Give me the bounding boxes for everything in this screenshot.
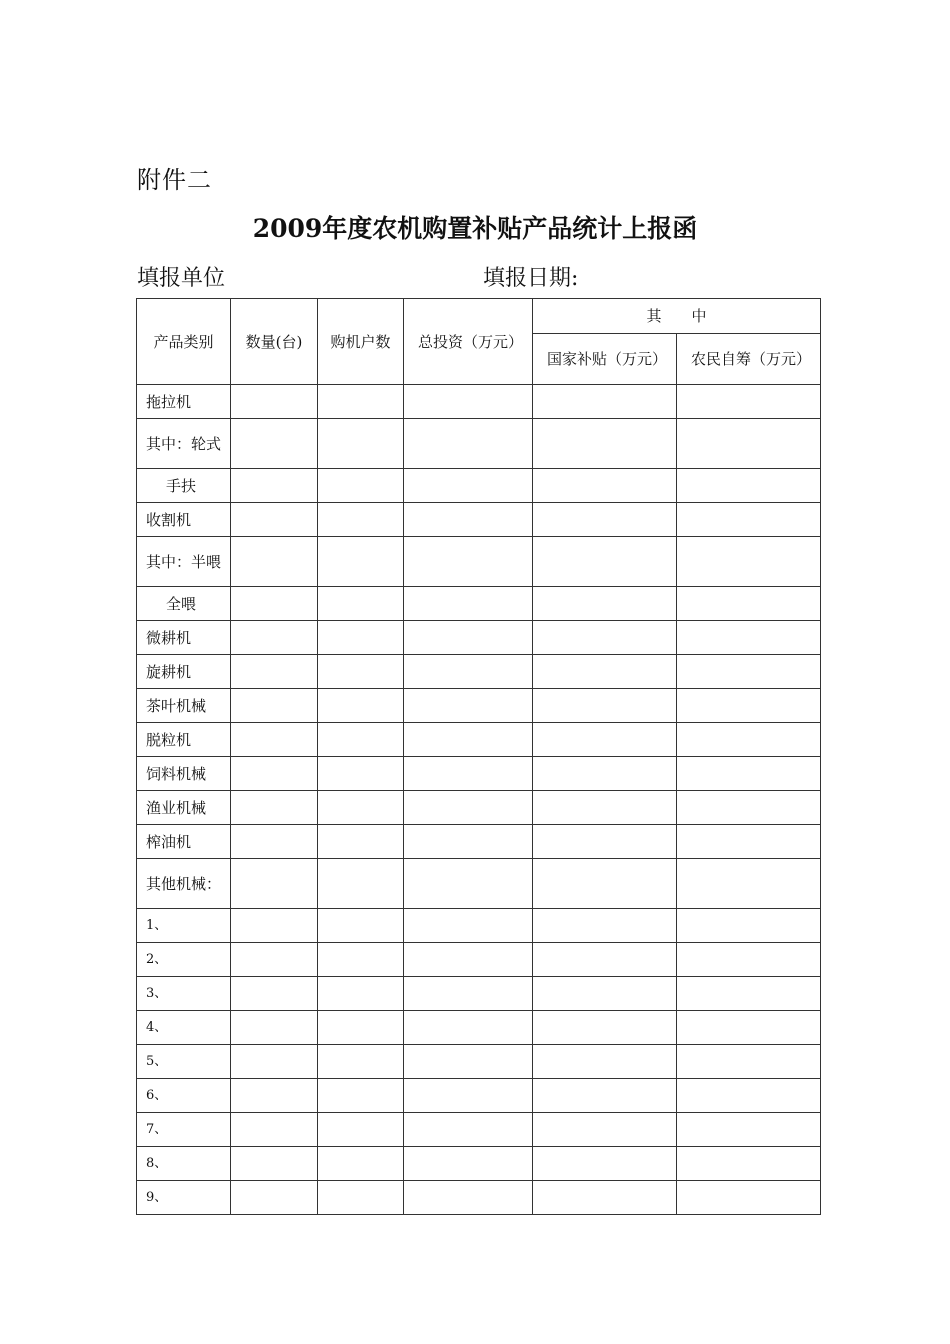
state-subsidy-cell[interactable] bbox=[533, 909, 677, 943]
row-category-label: 拖拉机 bbox=[137, 385, 231, 419]
table-row bbox=[137, 503, 821, 537]
quantity-cell[interactable] bbox=[231, 419, 318, 469]
state-subsidy-cell[interactable] bbox=[533, 621, 677, 655]
farmer-self-funded-cell[interactable] bbox=[677, 385, 821, 419]
quantity-cell[interactable] bbox=[231, 943, 318, 977]
farmer-self-funded-cell[interactable] bbox=[677, 419, 821, 469]
total-investment-cell[interactable] bbox=[404, 1113, 533, 1147]
table-row bbox=[137, 587, 821, 621]
state-subsidy-cell[interactable] bbox=[533, 1113, 677, 1147]
state-subsidy-cell[interactable] bbox=[533, 537, 677, 587]
farmer-self-funded-cell[interactable] bbox=[677, 723, 821, 757]
row-category-label: 渔业机械 bbox=[137, 791, 231, 825]
households-cell[interactable] bbox=[318, 503, 404, 537]
table-row bbox=[137, 757, 821, 791]
state-subsidy-cell[interactable] bbox=[533, 1147, 677, 1181]
households-cell[interactable] bbox=[318, 1079, 404, 1113]
farmer-self-funded-cell[interactable] bbox=[677, 1113, 821, 1147]
quantity-cell[interactable] bbox=[231, 859, 318, 909]
quantity-cell[interactable] bbox=[231, 1079, 318, 1113]
households-cell[interactable] bbox=[318, 791, 404, 825]
row-category-label: 微耕机 bbox=[137, 621, 231, 655]
row-category-label: 饲料机械 bbox=[137, 757, 231, 791]
state-subsidy-cell[interactable] bbox=[533, 1181, 677, 1215]
quantity-cell[interactable] bbox=[231, 1147, 318, 1181]
farmer-self-funded-cell[interactable] bbox=[677, 859, 821, 909]
total-investment-cell[interactable] bbox=[404, 909, 533, 943]
quantity-cell[interactable] bbox=[231, 757, 318, 791]
total-investment-cell[interactable] bbox=[404, 791, 533, 825]
table-row bbox=[137, 655, 821, 689]
table-row bbox=[137, 1079, 821, 1113]
total-investment-cell[interactable] bbox=[404, 1011, 533, 1045]
table-row bbox=[137, 689, 821, 723]
total-investment-cell[interactable] bbox=[404, 537, 533, 587]
table-row bbox=[137, 385, 821, 419]
state-subsidy-cell[interactable] bbox=[533, 723, 677, 757]
households-cell[interactable] bbox=[318, 537, 404, 587]
total-investment-cell[interactable] bbox=[404, 469, 533, 503]
total-investment-cell[interactable] bbox=[404, 757, 533, 791]
farmer-self-funded-cell[interactable] bbox=[677, 791, 821, 825]
farmer-self-funded-cell[interactable] bbox=[677, 689, 821, 723]
row-category-label: 8、 bbox=[137, 1147, 231, 1181]
header-state-subsidy: 国家补贴（万元） bbox=[533, 334, 677, 385]
total-investment-cell[interactable] bbox=[404, 977, 533, 1011]
row-category-label: 旋耕机 bbox=[137, 655, 231, 689]
total-investment-cell[interactable] bbox=[404, 943, 533, 977]
households-cell[interactable] bbox=[318, 655, 404, 689]
farmer-self-funded-cell[interactable] bbox=[677, 1147, 821, 1181]
quantity-cell[interactable] bbox=[231, 1181, 318, 1215]
header-of-which: 其 中 bbox=[533, 299, 821, 334]
state-subsidy-cell[interactable] bbox=[533, 655, 677, 689]
row-category-label: 其他机械： bbox=[137, 859, 231, 909]
total-investment-cell[interactable] bbox=[404, 419, 533, 469]
farmer-self-funded-cell[interactable] bbox=[677, 1045, 821, 1079]
quantity-cell[interactable] bbox=[231, 791, 318, 825]
total-investment-cell[interactable] bbox=[404, 825, 533, 859]
row-category-label: 1、 bbox=[137, 909, 231, 943]
table-row bbox=[137, 825, 821, 859]
total-investment-cell[interactable] bbox=[404, 385, 533, 419]
header-farmer-self-funded: 农民自筹（万元） bbox=[677, 334, 821, 385]
row-category-label: 5、 bbox=[137, 1045, 231, 1079]
households-cell[interactable] bbox=[318, 1181, 404, 1215]
quantity-cell[interactable] bbox=[231, 621, 318, 655]
state-subsidy-cell[interactable] bbox=[533, 469, 677, 503]
farmer-self-funded-cell[interactable] bbox=[677, 537, 821, 587]
quantity-cell[interactable] bbox=[231, 723, 318, 757]
farmer-self-funded-cell[interactable] bbox=[677, 943, 821, 977]
households-cell[interactable] bbox=[318, 385, 404, 419]
row-category-label: 9、 bbox=[137, 1181, 231, 1215]
report-table bbox=[136, 298, 821, 1215]
total-investment-cell[interactable] bbox=[404, 1181, 533, 1215]
table-row bbox=[137, 1147, 821, 1181]
quantity-cell[interactable] bbox=[231, 909, 318, 943]
table-body bbox=[137, 385, 821, 1215]
total-investment-cell[interactable] bbox=[404, 689, 533, 723]
row-category-label: 4、 bbox=[137, 1011, 231, 1045]
table-row bbox=[137, 943, 821, 977]
row-category-label: 其中：半喂 bbox=[137, 537, 231, 587]
farmer-self-funded-cell[interactable] bbox=[677, 503, 821, 537]
households-cell[interactable] bbox=[318, 825, 404, 859]
households-cell[interactable] bbox=[318, 1147, 404, 1181]
table-row bbox=[137, 723, 821, 757]
row-category-label: 茶叶机械 bbox=[137, 689, 231, 723]
table-row bbox=[137, 621, 821, 655]
farmer-self-funded-cell[interactable] bbox=[677, 621, 821, 655]
row-category-label: 2、 bbox=[137, 943, 231, 977]
table-row bbox=[137, 1045, 821, 1079]
row-category-label: 手扶 bbox=[137, 469, 231, 503]
households-cell[interactable] bbox=[318, 1045, 404, 1079]
farmer-self-funded-cell[interactable] bbox=[677, 1181, 821, 1215]
households-cell[interactable] bbox=[318, 1011, 404, 1045]
farmer-self-funded-cell[interactable] bbox=[677, 1079, 821, 1113]
state-subsidy-cell[interactable] bbox=[533, 503, 677, 537]
state-subsidy-cell[interactable] bbox=[533, 385, 677, 419]
households-cell[interactable] bbox=[318, 943, 404, 977]
state-subsidy-cell[interactable] bbox=[533, 1045, 677, 1079]
state-subsidy-cell[interactable] bbox=[533, 689, 677, 723]
households-cell[interactable] bbox=[318, 757, 404, 791]
row-category-label: 脱粒机 bbox=[137, 723, 231, 757]
total-investment-cell[interactable] bbox=[404, 1045, 533, 1079]
total-investment-cell[interactable] bbox=[404, 859, 533, 909]
farmer-self-funded-cell[interactable] bbox=[677, 909, 821, 943]
total-investment-cell[interactable] bbox=[404, 1147, 533, 1181]
quantity-cell[interactable] bbox=[231, 977, 318, 1011]
farmer-self-funded-cell[interactable] bbox=[677, 655, 821, 689]
farmer-self-funded-cell[interactable] bbox=[677, 977, 821, 1011]
state-subsidy-cell[interactable] bbox=[533, 419, 677, 469]
total-investment-cell[interactable] bbox=[404, 723, 533, 757]
quantity-cell[interactable] bbox=[231, 503, 318, 537]
state-subsidy-cell[interactable] bbox=[533, 859, 677, 909]
households-cell[interactable] bbox=[318, 859, 404, 909]
table-row bbox=[137, 859, 821, 909]
row-category-label: 全喂 bbox=[137, 587, 231, 621]
quantity-cell[interactable] bbox=[231, 655, 318, 689]
quantity-cell[interactable] bbox=[231, 689, 318, 723]
quantity-cell[interactable] bbox=[231, 469, 318, 503]
state-subsidy-cell[interactable] bbox=[533, 1011, 677, 1045]
table-row bbox=[137, 791, 821, 825]
quantity-cell[interactable] bbox=[231, 1113, 318, 1147]
row-category-label: 榨油机 bbox=[137, 825, 231, 859]
header-row-top bbox=[137, 299, 821, 334]
table-row bbox=[137, 1011, 821, 1045]
state-subsidy-cell[interactable] bbox=[533, 977, 677, 1011]
table-row bbox=[137, 419, 821, 469]
quantity-cell[interactable] bbox=[231, 1045, 318, 1079]
table-row bbox=[137, 469, 821, 503]
row-category-label: 3、 bbox=[137, 977, 231, 1011]
quantity-cell[interactable] bbox=[231, 1011, 318, 1045]
table-row bbox=[137, 1181, 821, 1215]
total-investment-cell[interactable] bbox=[404, 621, 533, 655]
total-investment-cell[interactable] bbox=[404, 1079, 533, 1113]
table-row bbox=[137, 537, 821, 587]
header-households: 购机户数 bbox=[318, 299, 404, 385]
row-category-label: 其中：轮式 bbox=[137, 419, 231, 469]
state-subsidy-cell[interactable] bbox=[533, 1079, 677, 1113]
households-cell[interactable] bbox=[318, 419, 404, 469]
households-cell[interactable] bbox=[318, 587, 404, 621]
farmer-self-funded-cell[interactable] bbox=[677, 587, 821, 621]
farmer-self-funded-cell[interactable] bbox=[677, 1011, 821, 1045]
quantity-cell[interactable] bbox=[231, 587, 318, 621]
table-row bbox=[137, 909, 821, 943]
state-subsidy-cell[interactable] bbox=[533, 757, 677, 791]
row-category-label: 6、 bbox=[137, 1079, 231, 1113]
table-row bbox=[137, 1113, 821, 1147]
households-cell[interactable] bbox=[318, 469, 404, 503]
header-total-investment: 总投资（万元） bbox=[404, 299, 533, 385]
households-cell[interactable] bbox=[318, 723, 404, 757]
farmer-self-funded-cell[interactable] bbox=[677, 825, 821, 859]
row-category-label: 收割机 bbox=[137, 503, 231, 537]
households-cell[interactable] bbox=[318, 689, 404, 723]
quantity-cell[interactable] bbox=[231, 825, 318, 859]
total-investment-cell[interactable] bbox=[404, 587, 533, 621]
document-title: 2009年度农机购置补贴产品统计上报函 bbox=[252, 214, 698, 243]
farmer-self-funded-cell[interactable] bbox=[677, 469, 821, 503]
state-subsidy-cell[interactable] bbox=[533, 943, 677, 977]
quantity-cell[interactable] bbox=[231, 537, 318, 587]
header-category: 产品类别 bbox=[137, 299, 231, 385]
households-cell[interactable] bbox=[318, 1113, 404, 1147]
fill-date-label: 填报日期: bbox=[483, 266, 579, 291]
households-cell[interactable] bbox=[318, 977, 404, 1011]
table-row bbox=[137, 977, 821, 1011]
total-investment-cell[interactable] bbox=[404, 655, 533, 689]
table-header bbox=[137, 299, 821, 385]
households-cell[interactable] bbox=[318, 909, 404, 943]
quantity-cell[interactable] bbox=[231, 385, 318, 419]
attachment-label: 附件二 bbox=[137, 166, 212, 194]
farmer-self-funded-cell[interactable] bbox=[677, 757, 821, 791]
state-subsidy-cell[interactable] bbox=[533, 587, 677, 621]
total-investment-cell[interactable] bbox=[404, 503, 533, 537]
row-category-label: 7、 bbox=[137, 1113, 231, 1147]
state-subsidy-cell[interactable] bbox=[533, 825, 677, 859]
households-cell[interactable] bbox=[318, 621, 404, 655]
state-subsidy-cell[interactable] bbox=[533, 791, 677, 825]
header-quantity: 数量(台) bbox=[231, 299, 318, 385]
fill-unit-label: 填报单位 bbox=[137, 266, 226, 291]
